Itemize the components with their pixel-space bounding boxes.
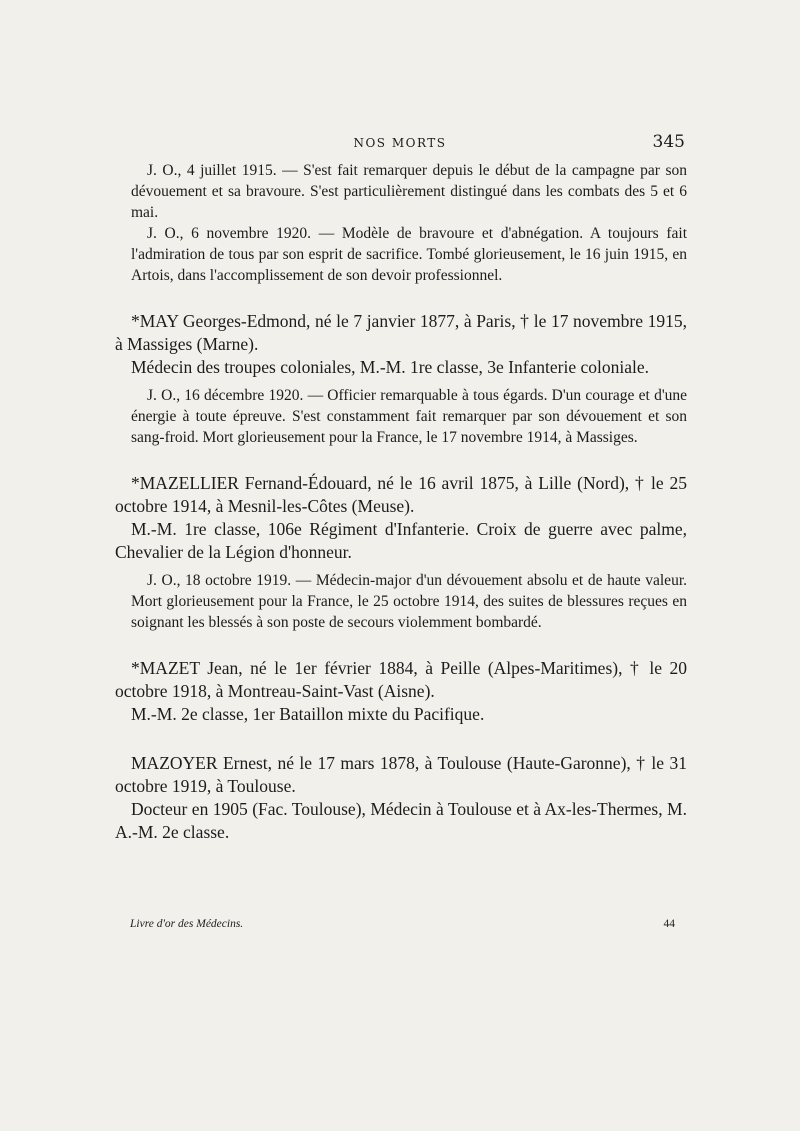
citation-block — [115, 385, 687, 448]
entry-detail: M.-M. 2e classe, 1er Bataillon mixte du Pacifique. — [131, 704, 485, 724]
page-footer — [130, 918, 675, 930]
entry-detail: Médecin des troupes coloniales, M.-M. 1re classe, 3e Infanterie coloniale. — [131, 357, 650, 377]
entry-mazet — [115, 657, 687, 726]
sheet-number: 44 — [663, 918, 675, 930]
entry-heading: *MAZET Jean, né le 1er février 1884, à Peille (Alpes-Maritimes), † le 20 octobre 1918, à Montreau-Saint-Vast (Aisne). — [115, 658, 687, 701]
citation-paragraph: J. O., 4 juillet 1915. — S'est fait remarquer depuis le début de la campagne par son dévouement et sa bravoure. S'est particulièrement distingué dans les combats des 5 et 6 mai. — [131, 162, 687, 221]
entry-mazellier — [115, 472, 687, 633]
entry-heading: *MAZELLIER Fernand-Édouard, né le 16 avril 1875, à Lille (Nord), † le 25 octobre 1914, à Mesnil-les-Côtes (Meuse). — [115, 473, 687, 516]
entry-heading: MAZOYER Ernest, né le 17 mars 1878, à Toulouse (Haute-Garonne), † le 31 octobre 1919, à Toulouse. — [115, 753, 687, 796]
citation-paragraph: J. O., 6 novembre 1920. — Modèle de bravoure et d'abnégation. A toujours fait l'admiration de tous par son esprit de sacrifice. Tombé glorieusement, le 16 juin 1915, en Artois, dans l'accomplissement de son devoir professionnel. — [131, 225, 687, 284]
entry-detail: Docteur en 1905 (Fac. Toulouse), Médecin à Toulouse et à Ax-les-Thermes, M. A.-M. 2e classe. — [115, 799, 687, 842]
entry-heading: *MAY Georges-Edmond, né le 7 janvier 1877, à Paris, † le 17 novembre 1915, à Massiges (Marne). — [115, 311, 687, 354]
entry-detail: M.-M. 1re classe, 106e Régiment d'Infanterie. Croix de guerre avec palme, Chevalier de la Légion d'honneur. — [115, 519, 687, 562]
citation-block — [115, 160, 687, 286]
citation-block — [115, 570, 687, 633]
entry-mazoyer — [115, 752, 687, 844]
citation-paragraph: J. O., 16 décembre 1920. — Officier remarquable à tous égards. D'un courage et d'une énergie à toute épreuve. S'est constamment fait remarquer par son dévouement et son sang-froid. Mort glorieusement pour la France, le 17 novembre 1914, à Massiges. — [131, 387, 687, 446]
page-content — [115, 160, 687, 850]
running-title: NOS MORTS — [353, 136, 447, 150]
citation-paragraph: J. O., 18 octobre 1919. — Médecin-major d'un dévouement absolu et de haute valeur. Mort glorieusement pour la France, le 25 octobre 1914, des suites de blessures reçues en soignant les blessés à son poste de secours violemment bombardé. — [131, 572, 687, 631]
entry-may — [115, 310, 687, 448]
page-header — [115, 132, 685, 156]
book-title: Livre d'or des Médecins. — [130, 918, 244, 930]
page-number: 345 — [652, 132, 685, 152]
